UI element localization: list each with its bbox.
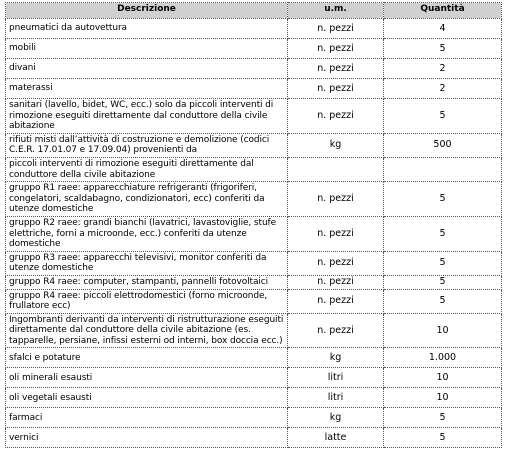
row-unit: kg (288, 348, 384, 368)
row-unit: n. pezzi (288, 59, 384, 79)
row-quantity: 2 (384, 79, 502, 99)
row-unit: n. pezzi (288, 313, 384, 348)
row-unit: n. pezzi (288, 79, 384, 99)
row-quantity: 5 (384, 428, 502, 448)
table-row (6, 182, 502, 217)
row-description: materassi (6, 79, 288, 99)
row-quantity: 5 (384, 251, 502, 275)
table-row (6, 313, 502, 348)
table-row (6, 428, 502, 448)
row-unit: n. pezzi (288, 216, 384, 251)
row-quantity: 5 (384, 182, 502, 217)
row-quantity: 10 (384, 313, 502, 348)
header-description: Descrizione (6, 3, 288, 19)
table-row (6, 79, 502, 99)
row-description: gruppo R3 raee: apparecchi televisivi, monitor conferiti da utenze domestiche (6, 251, 288, 275)
waste-quantities-table (5, 2, 502, 448)
row-unit (288, 157, 384, 181)
table-row (6, 368, 502, 388)
row-unit: n. pezzi (288, 275, 384, 289)
row-quantity: 500 (384, 133, 502, 157)
table-row (6, 133, 502, 157)
row-description: mobili (6, 39, 288, 59)
row-unit: kg (288, 408, 384, 428)
row-quantity: 10 (384, 368, 502, 388)
row-description: divani (6, 59, 288, 79)
row-description: pneumatici da autovettura (6, 19, 288, 39)
row-unit: n. pezzi (288, 99, 384, 134)
row-description: gruppo R1 raee: apparecchiature refrigeranti (frigoriferi, congelatori, scaldabagno, condizionatori, ecc) conferiti da utenze domestiche (6, 182, 288, 217)
row-description: oli vegetali esausti (6, 388, 288, 408)
row-description: sfalci e potature (6, 348, 288, 368)
table-row (6, 19, 502, 39)
table-row (6, 388, 502, 408)
table-row (6, 157, 502, 181)
row-description: gruppo R4 raee: computer, stampanti, pannelli fotovoltaici (6, 275, 288, 289)
row-description: gruppo R4 raee: piccoli elettrodomestici (forno microonde, frullatore ecc) (6, 289, 288, 313)
row-quantity: 5 (384, 216, 502, 251)
row-unit: n. pezzi (288, 39, 384, 59)
row-unit: n. pezzi (288, 19, 384, 39)
row-quantity: 5 (384, 275, 502, 289)
row-unit: n. pezzi (288, 182, 384, 217)
row-description: rifiuti misti dall’attività di costruzione e demolizione (codici C.E.R. 17.01.07 e 17.09.04) provenienti da (6, 133, 288, 157)
row-quantity: 1.000 (384, 348, 502, 368)
table-row (6, 99, 502, 134)
table-row (6, 39, 502, 59)
row-description: farmaci (6, 408, 288, 428)
row-description: vernici (6, 428, 288, 448)
row-description: sanitari (lavello, bidet, WC, ecc.) solo da piccoli interventi di rimozione eseguiti direttamente dal conduttore della civile abitazione (6, 99, 288, 134)
row-quantity: 5 (384, 289, 502, 313)
header-quantity: Quantità (384, 3, 502, 19)
row-unit: kg (288, 133, 384, 157)
row-unit: n. pezzi (288, 289, 384, 313)
row-quantity: 10 (384, 388, 502, 408)
header-unit: u.m. (288, 3, 384, 19)
row-quantity: 4 (384, 19, 502, 39)
row-unit: litri (288, 368, 384, 388)
row-quantity: 5 (384, 39, 502, 59)
row-unit: n. pezzi (288, 251, 384, 275)
table-header-row (6, 3, 502, 19)
row-description: oli minerali esausti (6, 368, 288, 388)
row-description: piccoli interventi di rimozione eseguiti direttamente dal conduttore della civile abitazione (6, 157, 288, 181)
table-row (6, 408, 502, 428)
table-row (6, 289, 502, 313)
row-unit: latte (288, 428, 384, 448)
row-description: Ingombranti derivanti da interventi di ristrutturazione eseguiti direttamente dal conduttore della civile abitazione (es. tapparelle, persiane, infissi esterni od interni, box doccia ecc.) (6, 313, 288, 348)
table-row (6, 275, 502, 289)
row-unit: litri (288, 388, 384, 408)
row-quantity (384, 157, 502, 181)
row-quantity: 5 (384, 408, 502, 428)
table-row (6, 348, 502, 368)
table-row (6, 59, 502, 79)
table-row (6, 216, 502, 251)
row-quantity: 2 (384, 59, 502, 79)
row-quantity: 5 (384, 99, 502, 134)
row-description: gruppo R2 raee: grandi bianchi (lavatrici, lavastoviglie, stufe elettriche, forni a microonde, ecc.) conferiti da utenze domestiche (6, 216, 288, 251)
table-row (6, 251, 502, 275)
